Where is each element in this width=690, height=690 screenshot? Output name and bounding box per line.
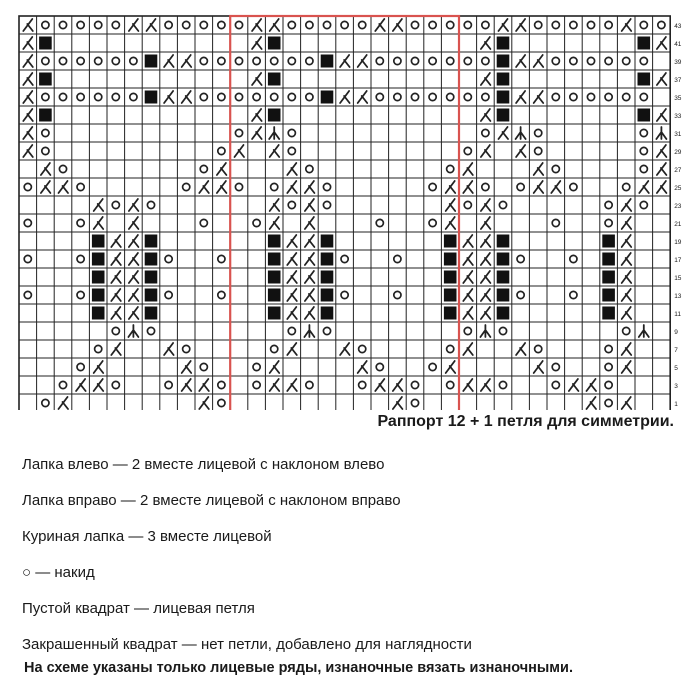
filled-cell: [145, 289, 158, 302]
filled-cell: [497, 91, 510, 104]
filled-cell: [268, 271, 281, 284]
row-number: 23: [674, 203, 682, 210]
filled-cell: [268, 235, 281, 248]
filled-cell: [497, 73, 510, 86]
filled-cell: [497, 235, 510, 248]
filled-cell: [145, 91, 158, 104]
filled-cell: [602, 289, 615, 302]
row-number: 21: [674, 221, 682, 228]
row-number: 37: [674, 77, 682, 84]
row-number: 13: [674, 293, 682, 300]
filled-cell: [39, 37, 52, 50]
filled-cell: [497, 109, 510, 122]
filled-cell: [321, 307, 334, 320]
filled-cell: [92, 235, 105, 248]
legend: [22, 450, 682, 666]
filled-cell: [321, 235, 334, 248]
filled-cell: [145, 307, 158, 320]
filled-cell: [638, 109, 651, 122]
legend-knit-stitch: Пустой квадрат — лицевая петля: [22, 600, 255, 617]
filled-cell: [444, 307, 457, 320]
filled-cell: [92, 271, 105, 284]
legend-decrease-right: Лапка вправо — 2 вместе лицевой с наклоном вправо: [22, 492, 401, 509]
row-number: 1: [674, 401, 678, 408]
row-number: 43: [674, 23, 682, 30]
legend-no-stitch: Закрашенный квадрат — нет петли, добавлено для наглядности: [22, 636, 472, 653]
filled-cell: [39, 73, 52, 86]
filled-cell: [602, 235, 615, 248]
legend-decrease-left: Лапка влево — 2 вместе лицевой с наклоном влево: [22, 456, 385, 473]
filled-cell: [497, 289, 510, 302]
filled-cell: [268, 37, 281, 50]
filled-cell: [497, 253, 510, 266]
filled-cell: [92, 307, 105, 320]
filled-cell: [638, 73, 651, 86]
filled-cell: [39, 109, 52, 122]
row-number: 9: [674, 329, 678, 336]
filled-cell: [444, 289, 457, 302]
row-number: 3: [674, 383, 678, 390]
row-number: 15: [674, 275, 682, 282]
filled-cell: [268, 253, 281, 266]
legend-yarn-over: ○ — накид: [22, 564, 95, 581]
filled-cell: [268, 307, 281, 320]
legend-double-decrease: Куриная лапка — 3 вместе лицевой: [22, 528, 272, 545]
filled-cell: [268, 289, 281, 302]
row-number: 5: [674, 365, 678, 372]
filled-cell: [602, 271, 615, 284]
filled-cell: [444, 235, 457, 248]
filled-cell: [321, 253, 334, 266]
filled-cell: [602, 307, 615, 320]
wrong-side-note: На схеме указаны только лицевые ряды, изнаночные вязать изнаночными.: [24, 660, 573, 676]
filled-cell: [497, 271, 510, 284]
row-number: 27: [674, 167, 682, 174]
row-number: 29: [674, 149, 682, 156]
row-number: 41: [674, 41, 682, 48]
filled-cell: [145, 253, 158, 266]
filled-cell: [321, 289, 334, 302]
filled-cell: [497, 307, 510, 320]
row-number: 31: [674, 131, 682, 138]
filled-cell: [268, 73, 281, 86]
filled-cell: [92, 253, 105, 266]
filled-cell: [145, 55, 158, 68]
filled-cell: [321, 55, 334, 68]
filled-cell: [321, 91, 334, 104]
row-number: 11: [674, 311, 681, 318]
filled-cell: [268, 109, 281, 122]
filled-cell: [444, 253, 457, 266]
row-number: 17: [674, 257, 682, 264]
filled-cell: [497, 37, 510, 50]
filled-cell: [638, 37, 651, 50]
filled-cell: [145, 271, 158, 284]
filled-cell: [602, 253, 615, 266]
row-number: 33: [674, 113, 682, 120]
repeat-caption: Раппорт 12 + 1 петля для симметрии.: [377, 413, 674, 430]
row-number: 39: [674, 59, 682, 66]
filled-cell: [321, 271, 334, 284]
row-number: 35: [674, 95, 682, 102]
filled-cell: [92, 289, 105, 302]
row-number: 25: [674, 185, 682, 192]
filled-cell: [497, 55, 510, 68]
row-number: 7: [674, 347, 678, 354]
filled-cell: [145, 235, 158, 248]
filled-cell: [444, 271, 457, 284]
row-number: 19: [674, 239, 682, 246]
